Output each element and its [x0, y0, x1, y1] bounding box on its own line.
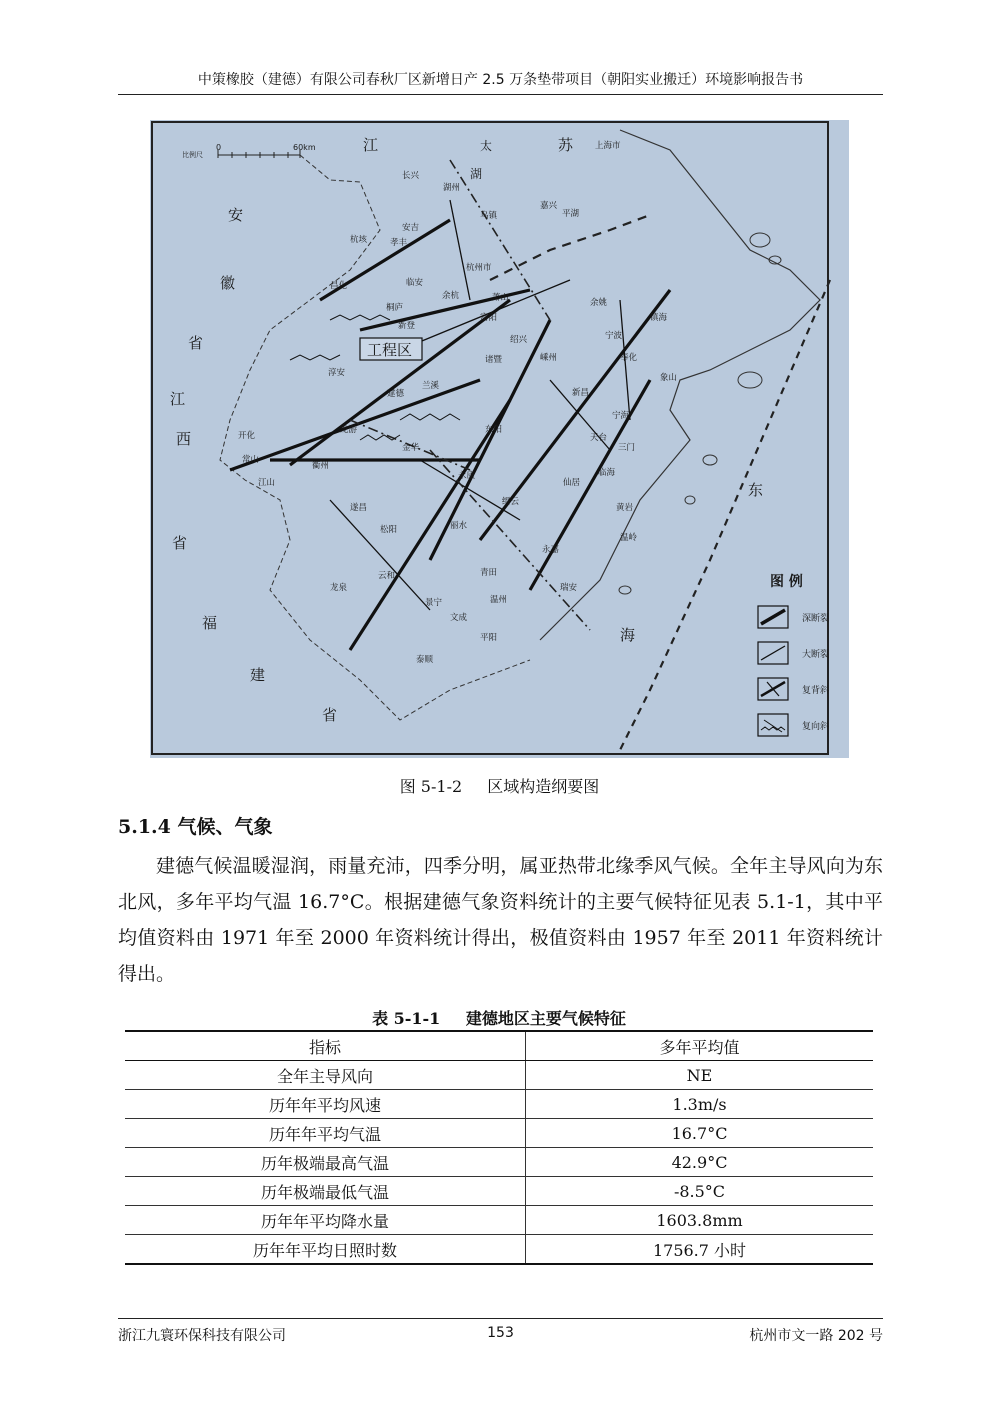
figure-title: 区域构造纲要图 — [487, 777, 600, 796]
map-legend — [758, 573, 829, 736]
table-row — [125, 1206, 873, 1235]
table-cell: 历年年平均降水量 — [125, 1206, 526, 1235]
svg-text:桐庐: 桐庐 — [386, 303, 404, 313]
svg-text:孝丰: 孝丰 — [390, 238, 408, 248]
svg-text:省: 省 — [188, 334, 204, 352]
svg-text:开化: 开化 — [238, 431, 256, 441]
footer-company: 浙江九寰环保科技有限公司 — [118, 1328, 286, 1344]
svg-text:平湖: 平湖 — [562, 209, 580, 219]
svg-text:嘉兴: 嘉兴 — [540, 201, 558, 211]
svg-text:上海市: 上海市 — [595, 141, 621, 151]
svg-text:安: 安 — [228, 206, 244, 224]
svg-text:建: 建 — [250, 666, 266, 684]
svg-text:富阳: 富阳 — [480, 313, 498, 323]
table-cell: 1603.8mm — [526, 1206, 874, 1235]
svg-text:永嘉: 永嘉 — [542, 545, 560, 555]
svg-text:淳安: 淳安 — [328, 368, 346, 378]
tectonic-map-figure — [150, 120, 849, 758]
svg-text:三门: 三门 — [618, 443, 636, 453]
table-cell: 历年极端最高气温 — [125, 1148, 526, 1177]
svg-text:新昌: 新昌 — [572, 388, 590, 398]
svg-text:长兴: 长兴 — [402, 171, 420, 181]
svg-text:乌镇: 乌镇 — [480, 211, 498, 221]
table-header-cell: 多年平均值 — [526, 1031, 874, 1061]
svg-text:景宁: 景宁 — [425, 598, 443, 608]
svg-text:苏: 苏 — [558, 136, 574, 154]
scale-max: 60km — [293, 143, 316, 152]
table-cell: 1.3m/s — [526, 1090, 874, 1119]
table-number: 表 5-1-1 — [372, 1009, 441, 1028]
table-cell: 42.9°C — [526, 1148, 874, 1177]
hangzhou-bay-dashed-line — [490, 215, 650, 280]
svg-text:江: 江 — [170, 390, 186, 408]
figure-number: 图 5-1-2 — [399, 777, 463, 796]
svg-text:奉化: 奉化 — [620, 353, 638, 363]
svg-text:兰溪: 兰溪 — [422, 381, 440, 391]
scale-zero: 0 — [216, 143, 222, 152]
svg-text:临海: 临海 — [598, 468, 616, 478]
header-title: 中策橡胶（建德）有限公司春秋厂区新增日产 2.5 万条垫带项目（朝阳实业搬迁）环境影响报告书 — [197, 72, 804, 88]
svg-text:临安: 临安 — [406, 278, 424, 288]
svg-text:西: 西 — [176, 430, 192, 448]
svg-text:龙泉: 龙泉 — [330, 583, 348, 593]
climate-paragraph: 建德气候温暖湿润，雨量充沛，四季分明，属亚热带北缘季风气候。全年主导风向为东北风，多年平均气温 16.7°C。根据建德气象资料统计的主要气候特征见表 5.1-1，其中平均值资料由 1971 年至 2000 年资料统计得出，极值资料由 1957 年至 2011 年资料统计得出。 — [118, 855, 883, 985]
table-row — [125, 1119, 873, 1148]
svg-text:温岭: 温岭 — [620, 533, 638, 543]
svg-text:东阳: 东阳 — [485, 425, 503, 435]
svg-text:省: 省 — [172, 534, 188, 552]
table-cell: 历年年平均日照时数 — [125, 1235, 526, 1265]
svg-text:余杭: 余杭 — [442, 291, 460, 301]
legend-item-large-fault: 大断裂 — [802, 650, 830, 660]
table-cell: 历年年平均风速 — [125, 1090, 526, 1119]
svg-text:太: 太 — [480, 139, 493, 153]
svg-text:余姚: 余姚 — [590, 298, 608, 308]
svg-text:松阳: 松阳 — [380, 525, 398, 535]
table-cell: 全年主导风向 — [125, 1061, 526, 1090]
region-labels — [170, 136, 763, 724]
scale-label: 比例尺 — [182, 151, 203, 159]
svg-text:衢州: 衢州 — [312, 461, 330, 471]
table-row — [125, 1177, 873, 1206]
table-row — [125, 1235, 873, 1265]
svg-text:江山: 江山 — [258, 478, 276, 488]
svg-text:嵊州: 嵊州 — [540, 353, 558, 363]
svg-text:诸暨: 诸暨 — [485, 355, 503, 365]
table-title: 建德地区主要气候特征 — [465, 1009, 626, 1028]
offshore-dashed-line — [620, 280, 830, 750]
svg-text:泰顺: 泰顺 — [416, 655, 434, 665]
scale-bar — [218, 150, 300, 158]
table-row — [125, 1090, 873, 1119]
section-heading: 5.1.4 气候、气象 — [118, 816, 273, 838]
table-row — [125, 1061, 873, 1090]
table-row — [125, 1148, 873, 1177]
project-area-label: 工程区 — [367, 341, 413, 359]
svg-text:永康: 永康 — [458, 471, 476, 481]
svg-text:湖州: 湖州 — [443, 183, 461, 193]
large-faults — [330, 200, 630, 610]
svg-text:东: 东 — [748, 481, 764, 499]
coastline — [540, 130, 820, 640]
svg-text:云和: 云和 — [378, 571, 396, 581]
table-header-row — [125, 1031, 873, 1061]
svg-text:萧山: 萧山 — [492, 293, 510, 303]
svg-text:青田: 青田 — [480, 568, 498, 578]
city-labels — [238, 140, 677, 665]
svg-text:湖: 湖 — [470, 167, 483, 181]
table-cell: 16.7°C — [526, 1119, 874, 1148]
svg-text:新登: 新登 — [398, 321, 416, 331]
svg-text:杭垓: 杭垓 — [350, 235, 368, 245]
svg-text:省: 省 — [322, 706, 338, 724]
page-footer — [118, 1318, 883, 1345]
svg-text:缙云: 缙云 — [502, 497, 520, 507]
svg-text:绍兴: 绍兴 — [510, 335, 528, 345]
page-header — [118, 70, 883, 95]
table-cell: 历年年平均气温 — [125, 1119, 526, 1148]
svg-text:黄岩: 黄岩 — [616, 503, 634, 513]
svg-text:丽水: 丽水 — [450, 521, 468, 531]
svg-text:平阳: 平阳 — [480, 633, 498, 643]
legend-item-syncline: 复向斜 — [802, 722, 830, 732]
svg-text:宁海: 宁海 — [612, 411, 630, 421]
svg-text:镇海: 镇海 — [650, 313, 668, 323]
svg-text:杭州市: 杭州市 — [466, 263, 492, 273]
svg-text:象山: 象山 — [660, 373, 678, 383]
legend-title: 图 例 — [770, 574, 803, 590]
table-cell: -8.5°C — [526, 1177, 874, 1206]
svg-text:天台: 天台 — [590, 433, 608, 443]
svg-text:安吉: 安吉 — [402, 223, 420, 233]
footer-address: 杭州市文一路 202 号 — [749, 1328, 883, 1344]
svg-text:福: 福 — [202, 614, 218, 632]
table-cell: 1756.7 小时 — [526, 1235, 874, 1265]
legend-item-deep-fault: 深断裂 — [802, 614, 830, 624]
svg-text:海: 海 — [620, 626, 636, 644]
svg-text:仙居: 仙居 — [563, 478, 581, 488]
svg-text:温州: 温州 — [490, 595, 508, 605]
legend-item-anticline: 复背斜 — [802, 686, 830, 696]
svg-text:文成: 文成 — [450, 613, 468, 623]
svg-text:徽: 徽 — [220, 274, 236, 292]
svg-text:金华: 金华 — [402, 443, 420, 453]
fold-symbols — [290, 315, 460, 440]
svg-text:昌化: 昌化 — [330, 281, 348, 291]
table-cell: 历年极端最低气温 — [125, 1177, 526, 1206]
table-caption — [125, 1006, 873, 1029]
tectonic-map — [150, 120, 849, 758]
climate-table — [125, 1030, 873, 1265]
table-cell: NE — [526, 1061, 874, 1090]
svg-text:江: 江 — [363, 136, 379, 154]
svg-text:常山: 常山 — [242, 455, 260, 465]
islands — [619, 233, 781, 594]
footer-page-number: 153 — [487, 1325, 514, 1341]
svg-text:龙游: 龙游 — [340, 425, 358, 435]
svg-text:建德: 建德 — [387, 389, 405, 399]
svg-text:遂昌: 遂昌 — [350, 503, 368, 513]
table-header-cell: 指标 — [125, 1031, 526, 1061]
svg-text:宁波: 宁波 — [605, 331, 623, 341]
svg-text:瑞安: 瑞安 — [560, 583, 578, 593]
figure-caption — [150, 774, 849, 797]
